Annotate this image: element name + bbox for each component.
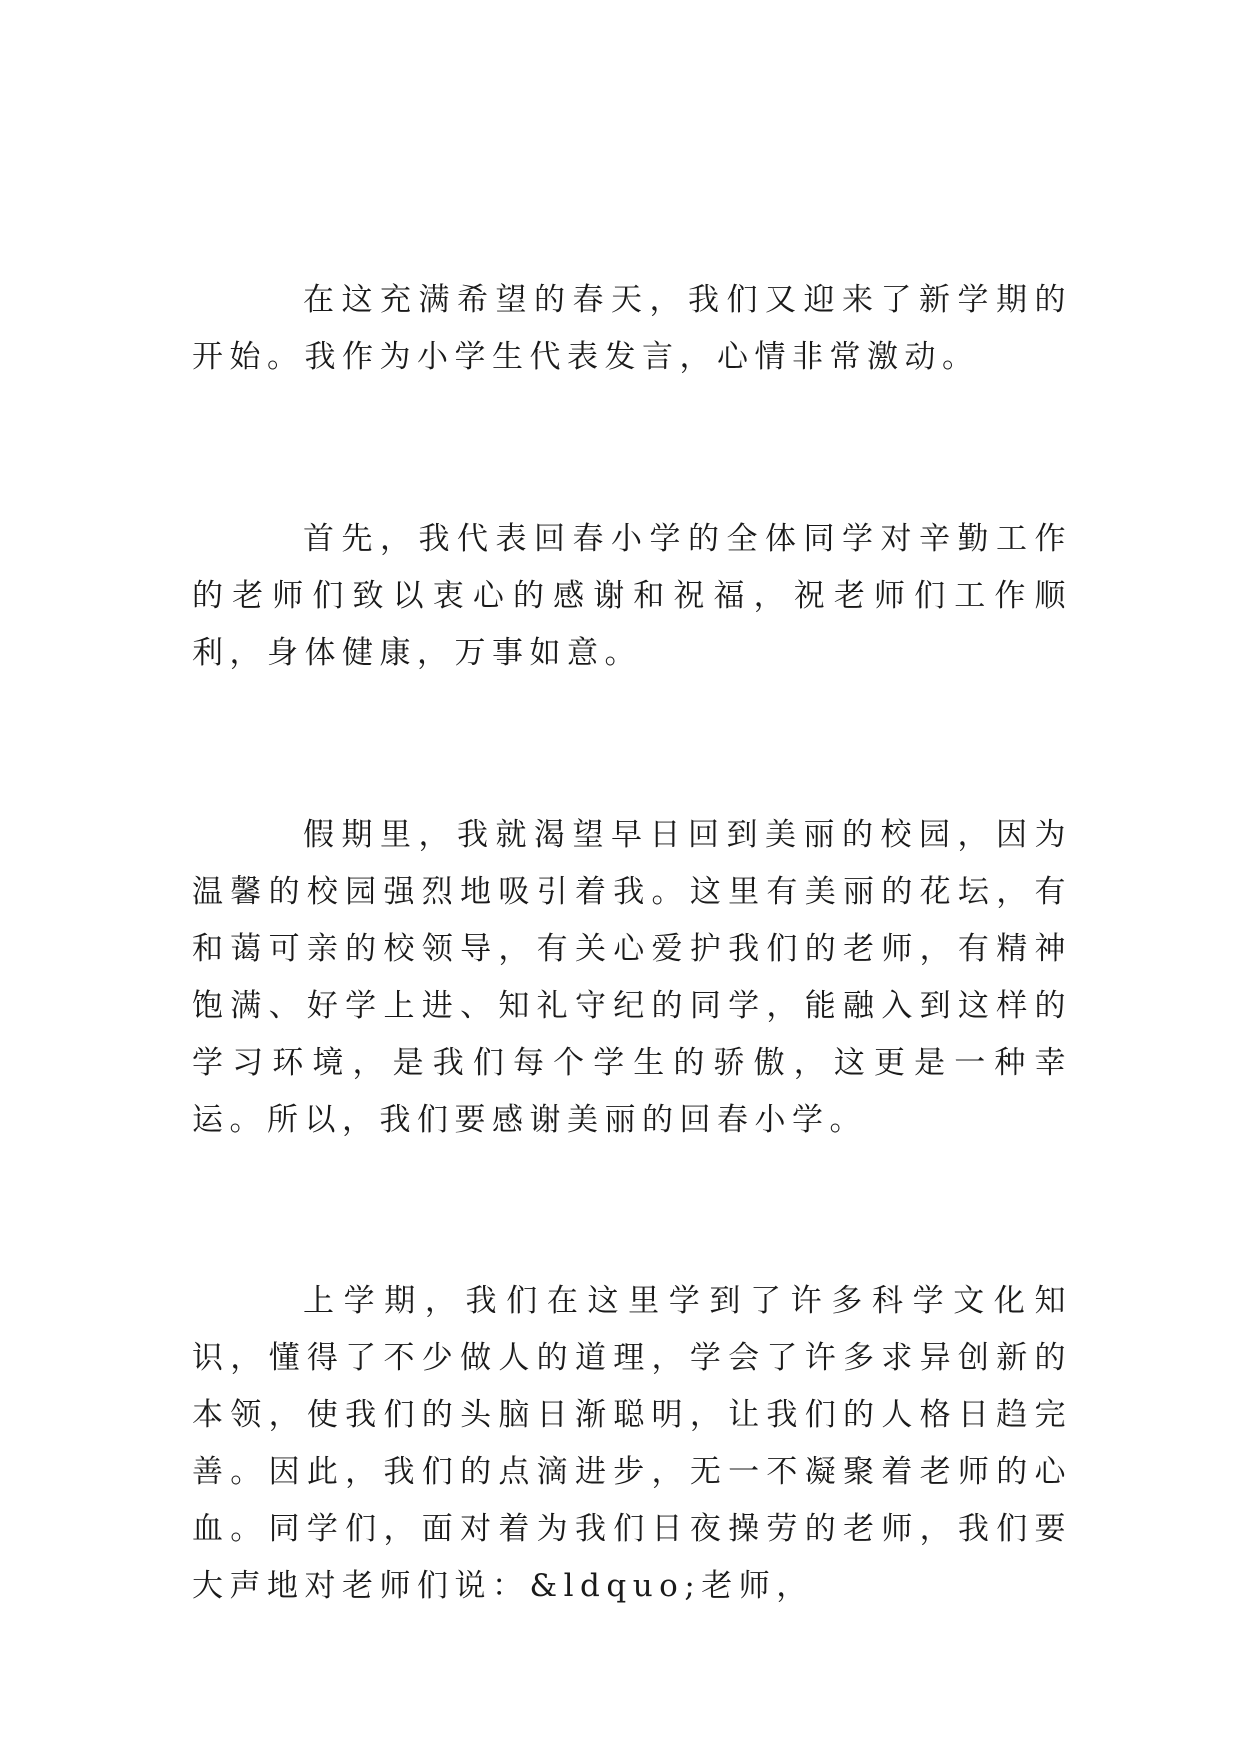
paragraph-1: 在这充满希望的春天，我们又迎来了新学期的开始。我作为小学生代表发言，心情非常激动。 xyxy=(192,282,1072,375)
paragraph-2: 首先，我代表回春小学的全体同学对辛勤工作的老师们致以衷心的感谢和祝福，祝老师们工作顺利，身体健康，万事如意。 xyxy=(192,521,1072,671)
paragraph-4: 上学期，我们在这里学到了许多科学文化知识，懂得了不少做人的道理，学会了许多求异创新的本领，使我们的头脑日渐聪明，让我们的人格日趋完善。因此，我们的点滴进步，无一不凝聚着老师的心血。同学们，面对着为我们日夜操劳的老师，我们要大声地对老师们说：&ldquo;老师， xyxy=(192,1283,1072,1604)
paragraph-3: 假期里，我就渴望早日回到美丽的校园，因为温馨的校园强烈地吸引着我。这里有美丽的花坛，有和蔼可亲的校领导，有关心爱护我们的老师，有精神饱满、好学上进、知礼守纪的同学，能融入到这样的学习环境，是我们每个学生的骄傲，这更是一种幸运。所以，我们要感谢美丽的回春小学。 xyxy=(192,817,1072,1138)
